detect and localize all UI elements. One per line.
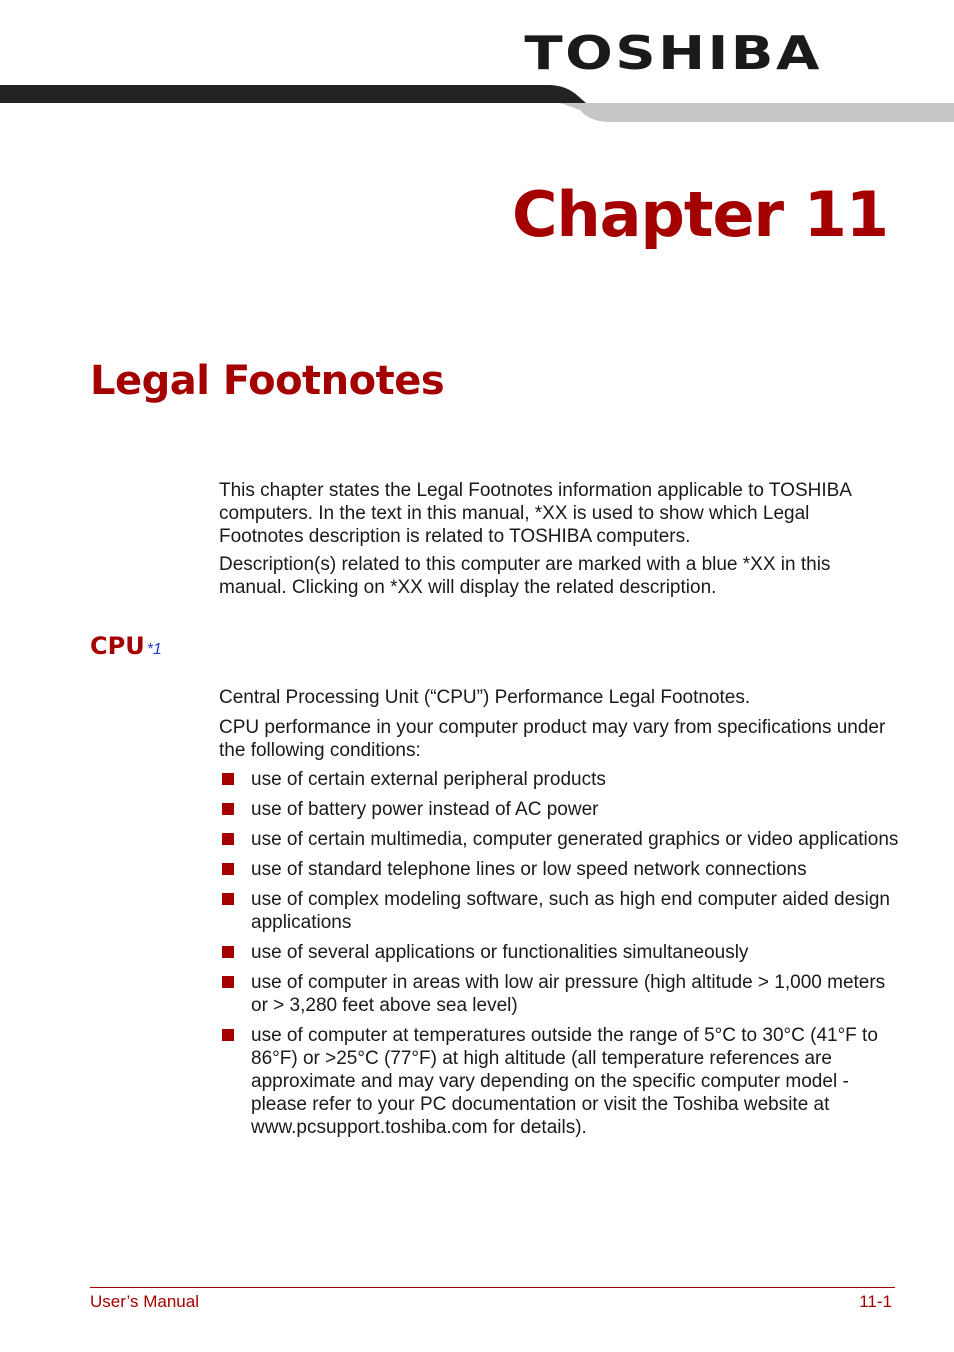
list-item-text: use of certain multimedia, computer generated graphics or video applications [251, 829, 899, 850]
cpu-heading-text: CPU [90, 632, 145, 660]
list-item-text: use of battery power instead of AC power [251, 799, 599, 820]
intro-paragraph: This chapter states the Legal Footnotes information applicable to TOSHIBA computers. In the text in this manual, *XX is used to show which Legal Footnotes description is related to TOSHIBA computers. [219, 480, 851, 547]
list-item-text: use of complex modeling software, such as high end computer aided design applications [251, 889, 890, 933]
square-bullet-icon [222, 833, 234, 845]
square-bullet-icon [222, 946, 234, 958]
intro-paragraph-2: Description(s) related to this computer are marked with a blue *XX in this manual. Clicking on *XX will display the related description. [219, 554, 831, 598]
cpu-footnote-link[interactable]: *1 [146, 641, 162, 658]
cpu-paragraph: Central Processing Unit (“CPU”) Performance Legal Footnotes. [219, 687, 751, 708]
section-title: Legal Footnotes [90, 358, 445, 404]
list-item [219, 768, 899, 791]
list-item-text: use of computer at temperatures outside the range of 5°C to 30°C (41°F to 86°F) or >25°C (77°F) at high altitude (all temperature references are approximate and may vary depending on the specific computer model - please refer to your PC documentation or visit the Toshiba website at www.pcsupport.toshiba.com for details). [251, 1025, 878, 1138]
list-item [219, 941, 899, 964]
list-item-text: use of computer in areas with low air pressure (high altitude > 1,000 meters or > 3,280 feet above sea level) [251, 972, 886, 1016]
square-bullet-icon [222, 893, 234, 905]
square-bullet-icon [222, 863, 234, 875]
chapter-title: Chapter 11 [512, 178, 888, 251]
footer-manual-title: User’s Manual [90, 1292, 199, 1311]
list-item [219, 971, 899, 1017]
square-bullet-icon [222, 976, 234, 988]
list-item [219, 828, 899, 851]
list-item-text: use of several applications or functionalities simultaneously [251, 942, 749, 963]
header-dark-bar [0, 85, 586, 103]
cpu-paragraph-2: CPU performance in your computer product may vary from specifications under the following conditions: [219, 717, 886, 761]
list-item [219, 858, 899, 881]
cpu-heading [90, 632, 162, 660]
header-light-bar [560, 103, 954, 122]
list-item-text: use of standard telephone lines or low speed network connections [251, 859, 807, 880]
cpu-conditions-list [219, 768, 899, 1146]
square-bullet-icon [222, 1029, 234, 1041]
toshiba-logo: TOSHIBA [524, 26, 822, 80]
square-bullet-icon [222, 773, 234, 785]
square-bullet-icon [222, 803, 234, 815]
footer-page-number: 11-1 [859, 1292, 892, 1311]
list-item [219, 1024, 899, 1139]
list-item-text: use of certain external peripheral products [251, 769, 606, 790]
list-item [219, 798, 899, 821]
footer-divider [90, 1287, 895, 1288]
list-item [219, 888, 899, 934]
